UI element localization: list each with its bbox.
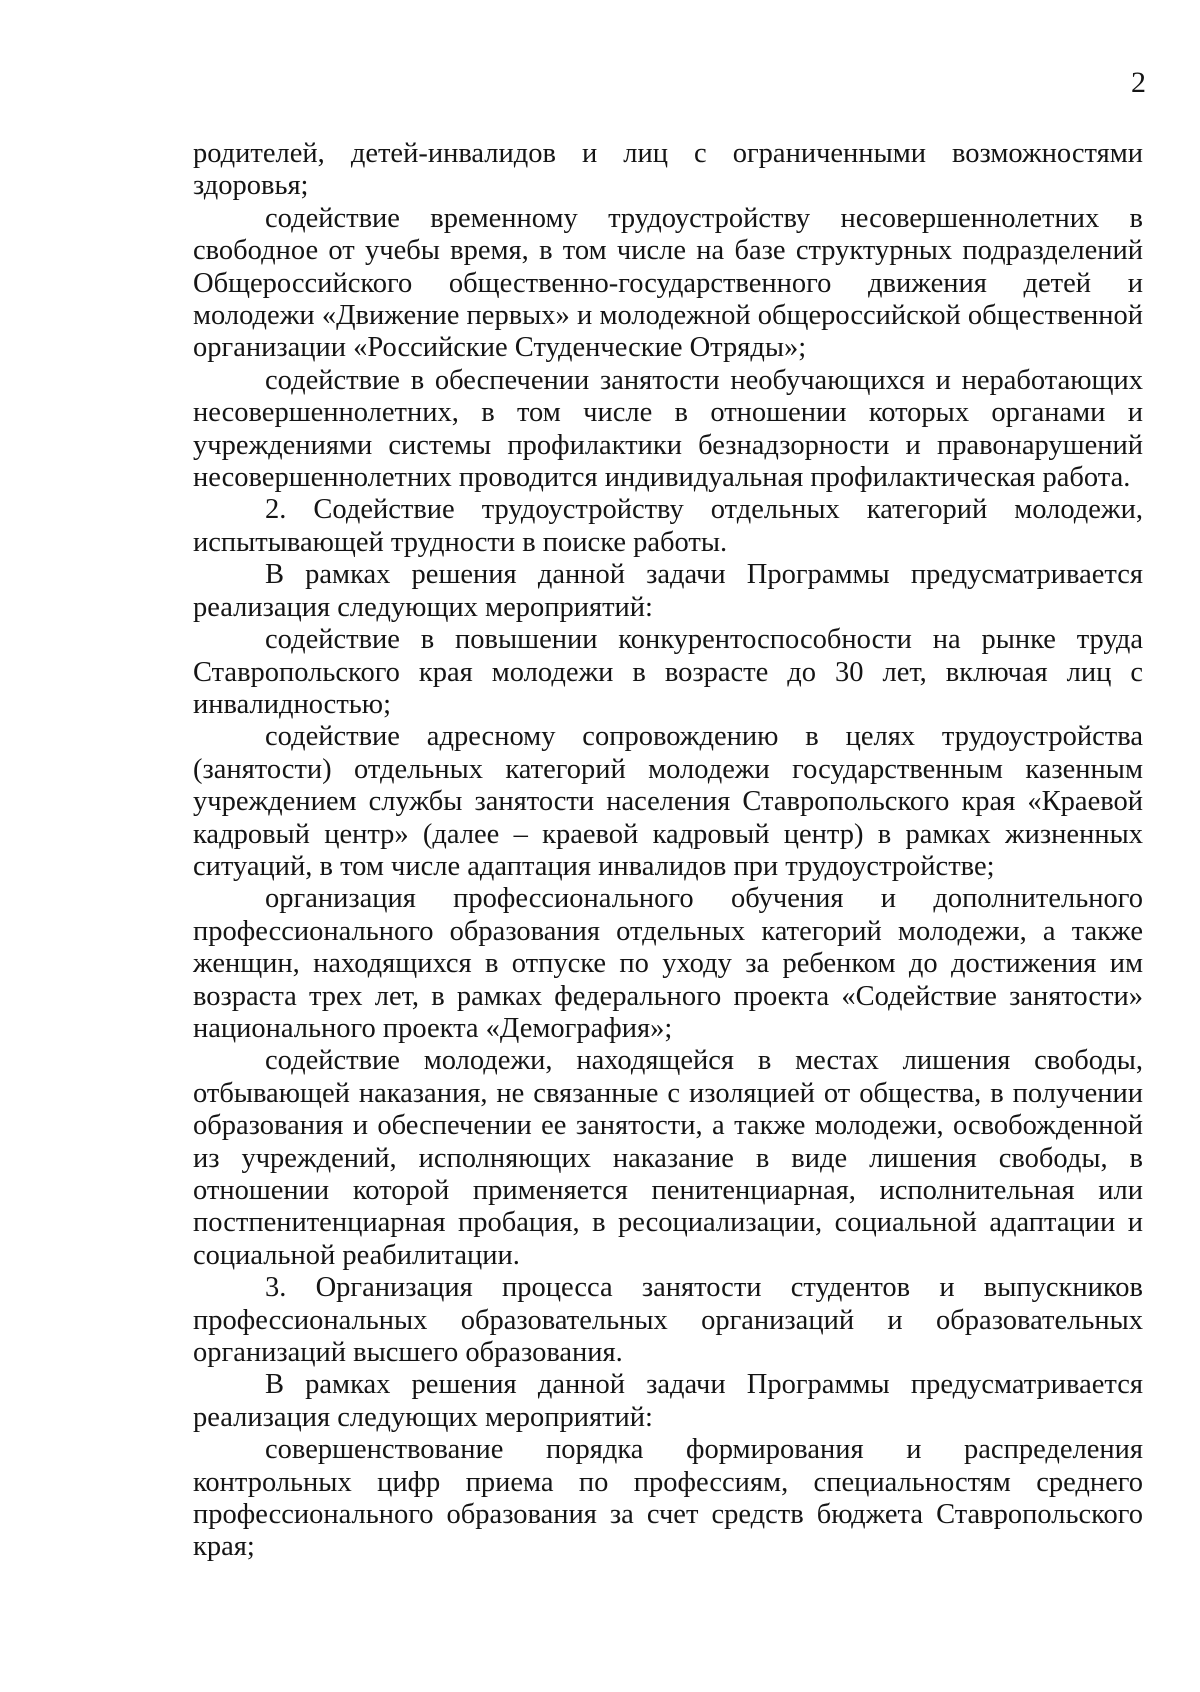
paragraph: организация профессионального обучения и дополнительного профессионального образования отдельных категорий молодежи, а также женщин, находящихся в отпуске по уходу за ребенком до достижения им возраста трех лет, в рамках федерального проекта «Содействие занятости» национального проекта «Демография»; xyxy=(193,883,1143,1044)
paragraph: В рамках решения данной задачи Программы предусматривается реализация следующих мероприятий: xyxy=(193,1369,1143,1433)
document-body xyxy=(193,138,1143,1564)
paragraph: 3. Организация процесса занятости студентов и выпускников профессиональных образовательных организаций и образовательных организаций высшего образования. xyxy=(193,1272,1143,1369)
paragraph: В рамках решения данной задачи Программы предусматривается реализация следующих мероприятий: xyxy=(193,559,1143,623)
paragraph: содействие в повышении конкурентоспособности на рынке труда Ставропольского края молодежи в возрасте до 30 лет, включая лиц с инвалидностью; xyxy=(193,624,1143,720)
paragraph: совершенствование порядка формирования и распределения контрольных цифр приема по профессиям, специальностям среднего профессионального образования за счет средств бюджета Ставропольского края; xyxy=(193,1434,1143,1563)
paragraph: родителей, детей-инвалидов и лиц с ограниченными возможностями здоровья; xyxy=(193,138,1143,202)
paragraph: содействие временному трудоустройству несовершеннолетних в свободное от учебы время, в том числе на базе структурных подразделений Общероссийского общественно-государственного движения детей и молодежи «Движение первых» и молодежной общероссийской общественной организации «Российские Студенческие Отряды»; xyxy=(193,202,1143,364)
paragraph: содействие в обеспечении занятости необучающихся и неработающих несовершеннолетних, в том числе в отношении которых органами и учреждениями системы профилактики безнадзорности и правонарушений несовершеннолетних проводится индивидуальная профилактическая работа. xyxy=(193,364,1143,494)
paragraph: 2. Содействие трудоустройству отдельных категорий молодежи, испытывающей трудности в поиске работы. xyxy=(193,494,1143,558)
paragraph: содействие адресному сопровождению в целях трудоустройства (занятости) отдельных категорий молодежи государственным казенным учреждением службы занятости населения Ставропольского края «Краевой кадровый центр» (далее – краевой кадровый центр) в рамках жизненных ситуаций, в том числе адаптация инвалидов при трудоустройстве; xyxy=(193,721,1143,882)
paragraph: содействие молодежи, находящейся в местах лишения свободы, отбывающей наказания, не связанные с изоляцией от общества, в получении образования и обеспечении ее занятости, а также молодежи, освобожденной из учреждений, исполняющих наказание в виде лишения свободы, в отношении которой применяется пенитенциарная, исполнительная или постпенитенциарная пробация, в ресоциализации, социальной адаптации и социальной реабилитации. xyxy=(193,1045,1143,1271)
page-number: 2 xyxy=(1131,66,1146,99)
